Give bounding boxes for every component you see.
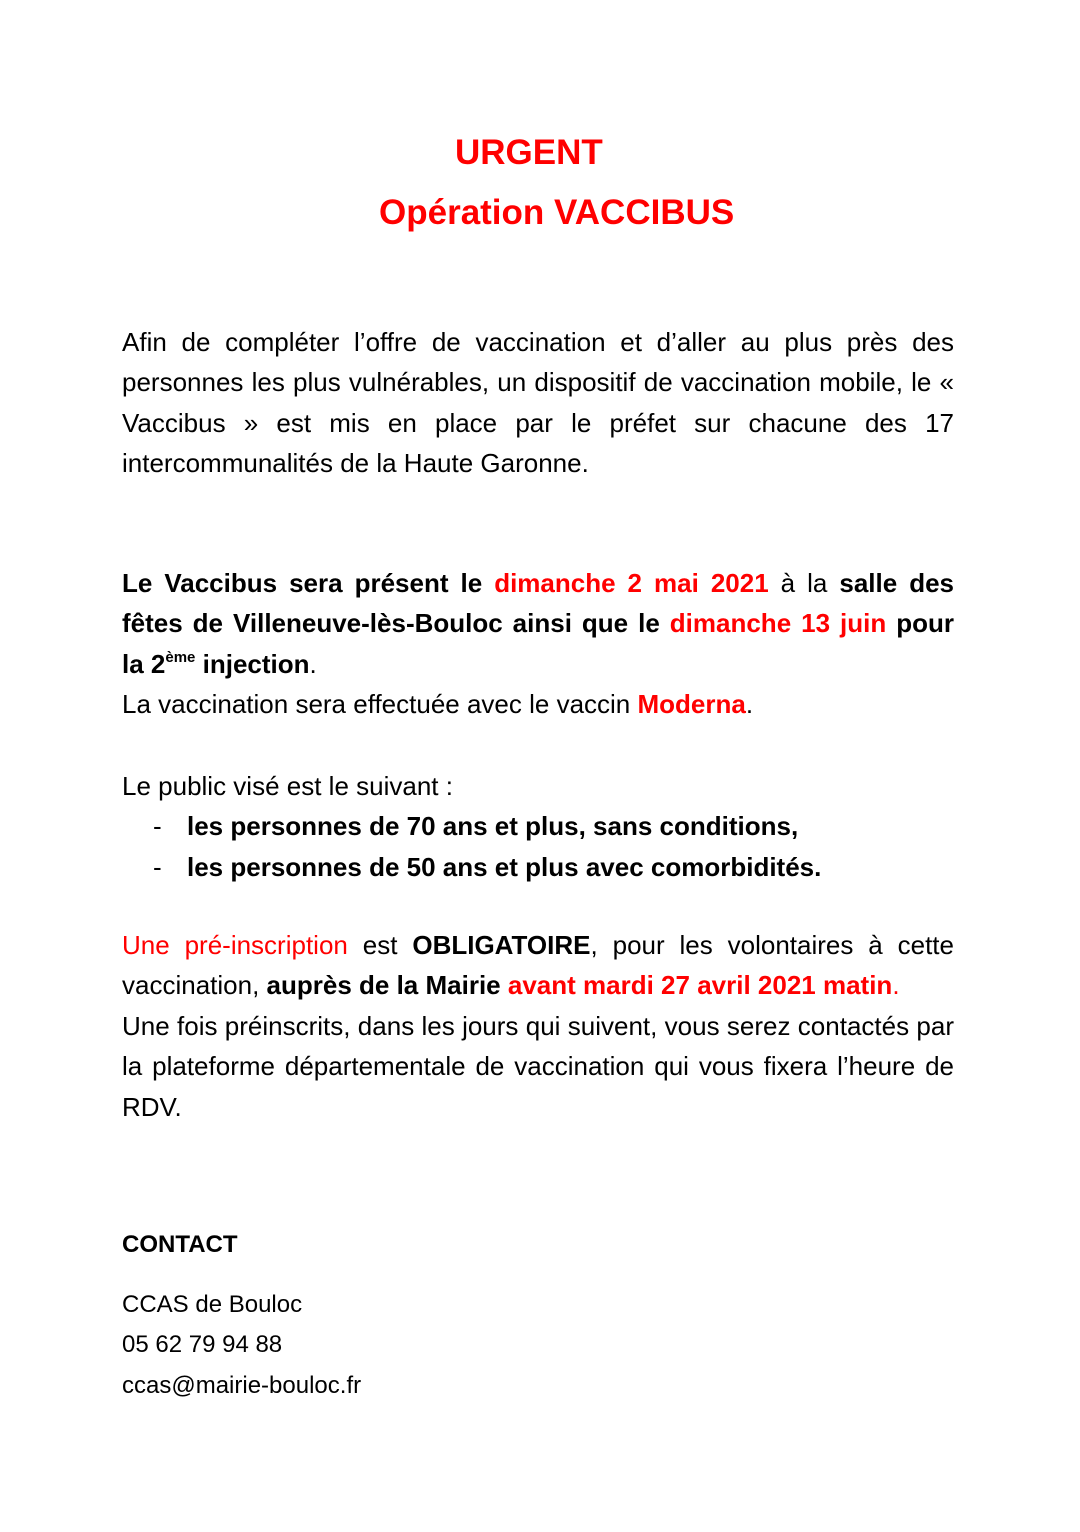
list-bullet: - (153, 851, 162, 882)
vaccibus-place: salle des fêtes de Villeneuve-lès-Bouloc ainsi que le (122, 568, 955, 639)
contact-email: ccas@mairie-bouloc.fr (122, 1372, 362, 1399)
public-intro: Le public visé est le suivant : (122, 771, 453, 801)
list-item-text: les personnes de 70 ans et plus, sans conditions, (187, 811, 799, 842)
inscription-text-est: est (347, 930, 413, 960)
operation-title: Opération VACCIBUS (379, 193, 735, 232)
vaccibus-text-injection: injection (195, 648, 310, 679)
preinscription-text: Une pré-inscription (122, 930, 348, 960)
followup-text: Une fois préinscrits, dans les jours qui suivent, vous serez contactés par la plateforme départementale de vaccination qui vous fixera l’heure de RDV. (122, 1010, 954, 1122)
contact-heading: CONTACT (122, 1231, 238, 1258)
vaccine-period: . (745, 689, 754, 720)
vaccibus-date-2: dimanche 13 juin (669, 608, 887, 639)
intro-paragraph: Afin de compléter l’offre de vaccination et d’aller au plus près des personnes les plus vulnérables, un dispositif de vaccination mobile, le « Vaccibus » est mis en place par le préfet sur chacune des 17 intercommunalités de la Haute Garonne. (122, 327, 954, 479)
contact-phone: 05 62 79 94 88 (122, 1331, 283, 1358)
deadline-period: . (892, 970, 900, 1001)
inscription-paragraph (122, 925, 954, 1127)
obligatoire-text: OBLIGATOIRE (412, 930, 591, 960)
public-section (122, 766, 954, 887)
vaccibus-superscript: ème (165, 648, 196, 666)
deadline-text: avant mardi 27 avril 2021 matin (507, 970, 893, 1001)
vaccibus-paragraph (122, 563, 954, 725)
list-item (122, 806, 954, 846)
vaccibus-text-pour: pour la 2 (122, 608, 954, 679)
list-item (122, 847, 954, 887)
urgent-title: URGENT (455, 133, 603, 172)
contact-name: CCAS de Bouloc (122, 1291, 303, 1318)
inscription-text-volontaires: , pour les volontaires à cette vaccination, (122, 930, 954, 1001)
vaccine-name: Moderna (637, 689, 746, 720)
vaccibus-text-start: Le Vaccibus sera présent le (122, 568, 495, 598)
list-bullet: - (153, 811, 162, 842)
vaccine-text: La vaccination sera effectuée avec le vaccin (122, 689, 638, 720)
inscription-space (501, 970, 508, 1000)
vaccibus-date-1: dimanche 2 mai 2021 (494, 568, 769, 598)
public-list (122, 806, 954, 887)
list-item-text: les personnes de 50 ans et plus avec comorbidités. (187, 851, 822, 882)
vaccibus-text-period: . (309, 648, 317, 679)
mairie-text: auprès de la Mairie (266, 970, 501, 1001)
vaccibus-text-a-la: à la (768, 568, 840, 598)
